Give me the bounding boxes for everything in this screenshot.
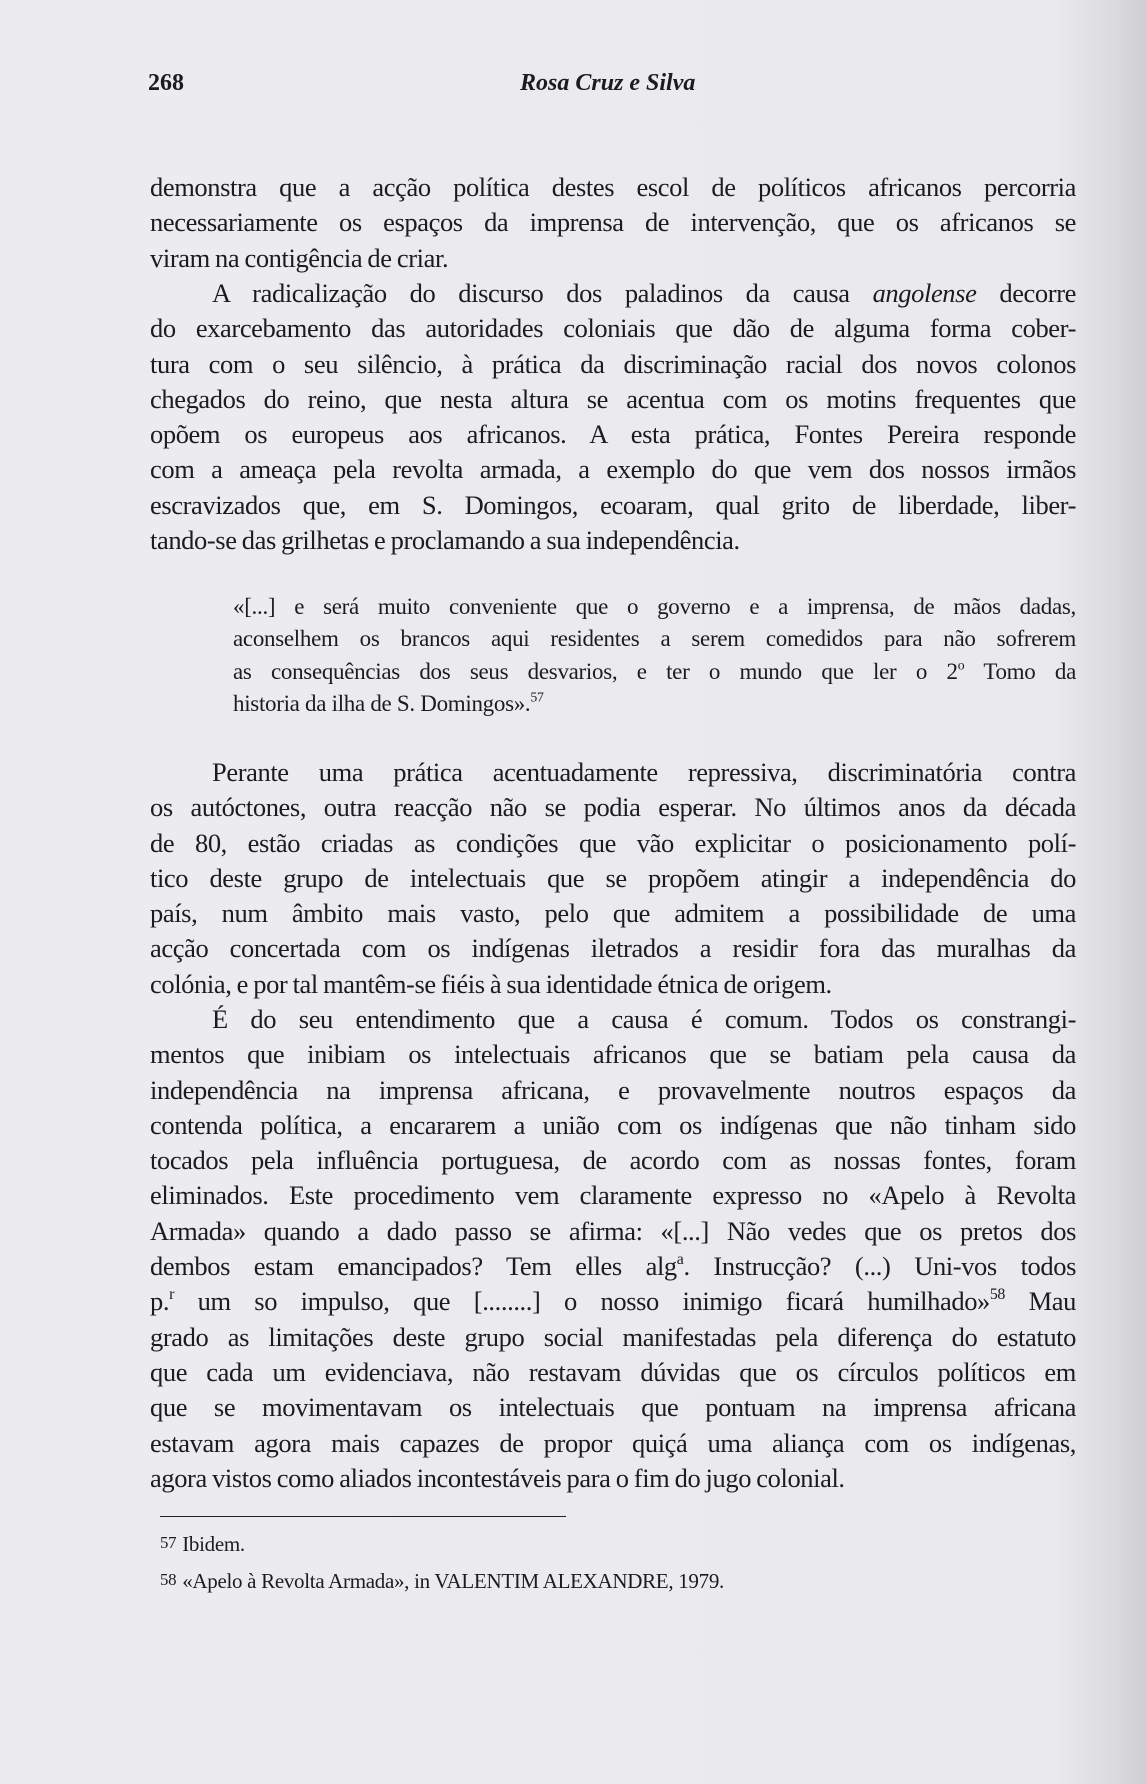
text-line: independência na imprensa africana, e provavelmente noutros espaços da (150, 1074, 1076, 1105)
superscript: o (957, 656, 965, 672)
text-line: necessariamente os espaços da imprensa de intervenção, que os africanos se (150, 207, 1076, 238)
text-line: A radicalização do discurso dos paladinos da causa angolense decorre (212, 278, 1076, 308)
running-title: Rosa Cruz e Silva (520, 70, 696, 96)
footnote-number: 57 (160, 1533, 177, 1553)
text-line: É do seu entendimento que a causa é comum. Todos os constrangi- (212, 1004, 1076, 1034)
superscript: 57 (530, 689, 544, 705)
text-line: os autóctones, outra reacção não se podia esperar. No últimos anos da década (150, 792, 1076, 823)
text-line: tando-se das grilhetas e proclamando a sua independência. (150, 525, 740, 556)
text-line: p.$^r$ um so impulso, que [........] o nosso inimigo ficará humilhado»$^{58}$ Mau (150, 1286, 1076, 1317)
text-line: opõem os europeus aos africanos. A esta prática, Fontes Pereira responde (150, 419, 1076, 450)
paragraph (150, 1002, 1076, 1496)
text-line: que cada um evidenciava, não restavam dúvidas que os círculos políticos em (150, 1356, 1076, 1387)
text-line: Perante uma prática acentuadamente repressiva, discriminatória contra (212, 757, 1076, 787)
text-line: estavam agora mais capazes de propor quiçá uma aliança com os indígenas, (150, 1427, 1076, 1458)
page-number: 268 (148, 70, 184, 96)
text-line: do exarcebamento das autoridades coloniais que dão de alguma forma cober- (150, 313, 1076, 344)
footnote-text: Ibidem. (182, 1532, 245, 1556)
text-line: historia da ilha de S. Domingos».$^{57}$ (233, 689, 544, 716)
footnote-rule (160, 1516, 566, 1517)
paragraph (150, 755, 1076, 1002)
text-line: as consequências dos seus desvarios, e ter o mundo que ler o 2$^o$ Tomo da (233, 656, 1076, 684)
text-line: acção concertada com os indígenas iletrados a residir fora das muralhas da (150, 933, 1076, 964)
text-line: eliminados. Este procedimento vem claramente expresso no «Apelo à Revolta (150, 1180, 1076, 1211)
paragraph (150, 170, 1076, 276)
text-line: chegados do reino, que nesta altura se acentua com os motins frequentes que (150, 383, 1076, 414)
text-line: colónia, e por tal mantêm-se fiéis à sua identidade étnica de origem. (150, 968, 832, 999)
text-line: dembos estam emancipados? Tem elles alg$^a$. Instrucção? (...) Uni-vos todos (150, 1250, 1077, 1282)
text-line: escravizados que, em S. Domingos, ecoaram, qual grito de liberdade, liber- (150, 489, 1076, 520)
italic-term: angolense (872, 278, 977, 308)
text-line: que se movimentavam os intelectuais que pontuam na imprensa africana (150, 1392, 1076, 1423)
text-line: com a ameaça pela revolta armada, a exemplo do que vem dos nossos irmãos (150, 454, 1076, 485)
superscript: a (676, 1250, 684, 1268)
footnote-number: 58 (160, 1570, 177, 1590)
text-line: agora vistos como aliados incontestáveis para o fim do jugo colonial. (150, 1462, 845, 1493)
text-line: país, num âmbito mais vasto, pelo que admitem a possibilidade de uma (150, 898, 1076, 929)
superscript: 58 (989, 1286, 1005, 1304)
text-line: tocados pela influência portuguesa, de acordo com as nossas fontes, foram (150, 1145, 1076, 1176)
text-line: grado as limitações deste grupo social manifestadas pela diferença do estatuto (150, 1321, 1076, 1352)
text-line: tura com o seu silêncio, à prática da discriminação racial dos novos colonos (150, 348, 1076, 379)
text-line: tico deste grupo de intelectuais que se propõem atingir a independência do (150, 862, 1076, 893)
text-line: viram na contigência de criar. (150, 242, 449, 273)
footnote-57 (160, 1532, 245, 1557)
footnote-text: «Apelo à Revolta Armada», in VALENTIM ALEXANDRE, 1979. (182, 1569, 724, 1593)
footnote-58 (160, 1569, 724, 1594)
block-quote (233, 591, 1076, 720)
text-line: de 80, estão criadas as condições que vão explicitar o posicionamento polí- (150, 827, 1076, 858)
text-line: contenda política, a encararem a união com os indígenas que não tinham sido (150, 1109, 1076, 1140)
text-line: aconselhem os brancos aqui residentes a serem comedidos para não sofrerem (233, 626, 1076, 652)
text-line: mentos que inibiam os intelectuais africanos que se batiam pela causa da (150, 1039, 1076, 1070)
superscript: r (169, 1286, 174, 1304)
text-line: Armada» quando a dado passo se afirma: «[...] Não vedes que os pretos dos (150, 1215, 1076, 1246)
text-line: «[...] e será muito conveniente que o governo e a imprensa, de mãos dadas, (233, 594, 1076, 619)
text-line: demonstra que a acção política destes escol de políticos africanos percorria (150, 172, 1076, 202)
paragraph (150, 276, 1076, 558)
